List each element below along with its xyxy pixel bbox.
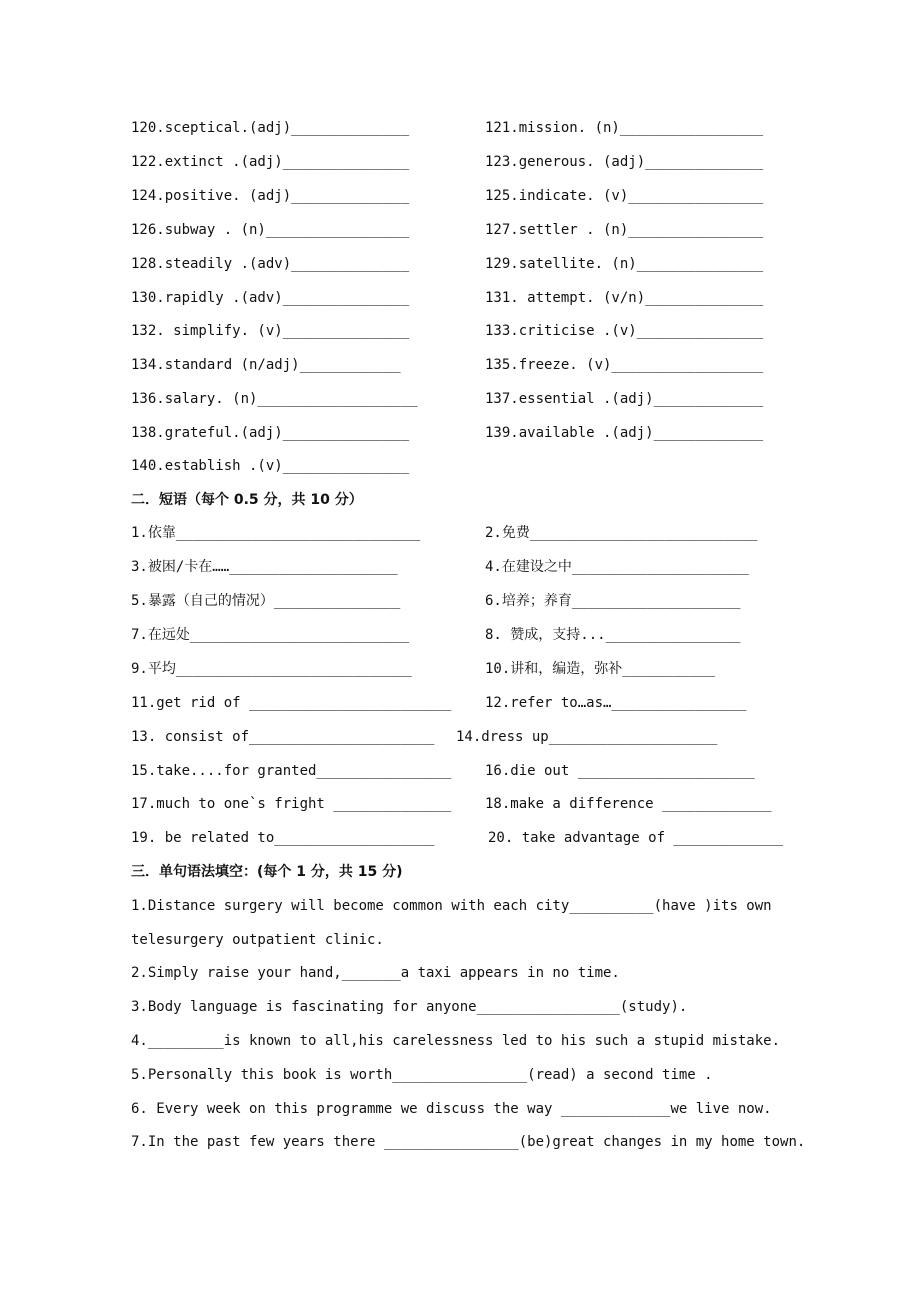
phrase-item-9: 9.平均____________________________ xyxy=(131,661,412,677)
grammar-line-3: 3.Body language is fascinating for anyone_________________(study). xyxy=(131,999,688,1015)
phrase-item-7: 7.在远处__________________________ xyxy=(131,627,410,643)
vocab-item-139: 139.available .(adj)_____________ xyxy=(485,425,764,441)
phrase-item-14: 14.dress up____________________ xyxy=(456,729,718,745)
phrase-item-2: 2.免费___________________________ xyxy=(485,525,758,541)
vocab-item-138: 138.grateful.(adj)_______________ xyxy=(131,425,410,441)
phrase-item-5: 5.暴露（自己的情况）_______________ xyxy=(131,593,401,609)
section-2-title: 二．短语（每个 0.5 分，共 10 分） xyxy=(131,492,363,508)
vocab-item-126: 126.subway . (n)_________________ xyxy=(131,222,410,238)
grammar-line-1: 1.Distance surgery will become common with each city__________(have )its own xyxy=(131,898,772,914)
vocab-item-122: 122.extinct .(adj)_______________ xyxy=(131,154,410,170)
phrase-item-10: 10.讲和，编造，弥补___________ xyxy=(485,661,716,677)
vocab-item-135: 135.freeze. (v)__________________ xyxy=(485,357,764,373)
vocab-item-129: 129.satellite. (n)_______________ xyxy=(485,256,764,272)
grammar-line-2: 2.Simply raise your hand,_______a taxi appears in no time. xyxy=(131,965,620,981)
phrase-item-19: 19. be related to___________________ xyxy=(131,830,435,846)
grammar-line-5: 5.Personally this book is worth________________(read) a second time . xyxy=(131,1067,713,1083)
grammar-line-1-cont: telesurgery outpatient clinic. xyxy=(131,932,384,948)
phrase-item-12: 12.refer to…as…________________ xyxy=(485,695,747,711)
phrase-item-18: 18.make a difference _____________ xyxy=(485,796,772,812)
grammar-line-4: 4._________is known to all,his carelessness led to his such a stupid mistake. xyxy=(131,1033,781,1049)
section-3-title: 三．单句语法填空：(每个 1 分，共 15 分) xyxy=(131,864,403,880)
vocab-item-121: 121.mission. (n)_________________ xyxy=(485,120,764,136)
phrase-item-11: 11.get rid of ________________________ xyxy=(131,695,452,711)
phrase-item-3: 3.被困/卡在……____________________ xyxy=(131,559,398,575)
vocab-item-125: 125.indicate. (v)________________ xyxy=(485,188,764,204)
vocab-item-136: 136.salary. (n)___________________ xyxy=(131,391,418,407)
grammar-line-7: 7.In the past few years there ________________(be)great changes in my home town. xyxy=(131,1134,806,1150)
phrase-item-20: 20. take advantage of _____________ xyxy=(488,830,784,846)
phrase-item-17: 17.much to one`s fright ______________ xyxy=(131,796,452,812)
vocab-item-137: 137.essential .(adj)_____________ xyxy=(485,391,764,407)
phrase-item-4: 4.在建设之中_____________________ xyxy=(485,559,749,575)
phrase-item-1: 1.依靠_____________________________ xyxy=(131,525,421,541)
vocab-item-132: 132. simplify. (v)_______________ xyxy=(131,323,410,339)
vocab-item-133: 133.criticise .(v)_______________ xyxy=(485,323,764,339)
vocab-item-140: 140.establish .(v)_______________ xyxy=(131,458,410,474)
vocab-item-134: 134.standard (n/adj)____________ xyxy=(131,357,401,373)
vocab-item-128: 128.steadily .(adv)______________ xyxy=(131,256,410,272)
phrase-item-8: 8. 赞成，支持...________________ xyxy=(485,627,741,643)
vocab-item-130: 130.rapidly .(adv)_______________ xyxy=(131,290,410,306)
vocab-item-127: 127.settler . (n)________________ xyxy=(485,222,764,238)
phrase-item-13: 13. consist of______________________ xyxy=(131,729,435,745)
grammar-line-6: 6. Every week on this programme we discuss the way _____________we live now. xyxy=(131,1101,772,1117)
vocab-item-131: 131. attempt. (v/n)______________ xyxy=(485,290,764,306)
vocab-item-123: 123.generous. (adj)______________ xyxy=(485,154,764,170)
vocab-item-120: 120.sceptical.(adj)______________ xyxy=(131,120,410,136)
vocab-item-124: 124.positive. (adj)______________ xyxy=(131,188,410,204)
phrase-item-6: 6.培养；养育____________________ xyxy=(485,593,741,609)
phrase-item-16: 16.die out _____________________ xyxy=(485,763,755,779)
phrase-item-15: 15.take....for granted________________ xyxy=(131,763,452,779)
